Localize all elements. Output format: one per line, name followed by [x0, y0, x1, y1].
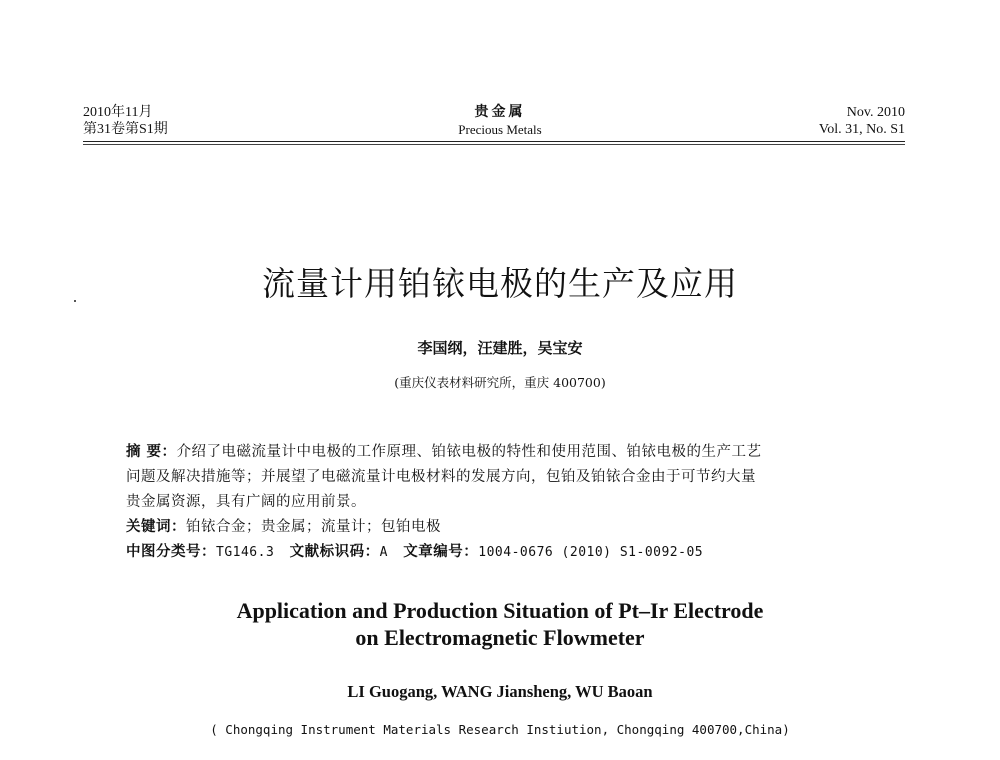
- keywords-label: 关键词：: [126, 519, 186, 535]
- authors-en: LI Guogang, WANG Jiansheng, WU Baoan: [347, 682, 653, 701]
- clc-value: TG146.3: [216, 545, 275, 560]
- keywords-line: [126, 515, 900, 540]
- paper-title-cn: 流量计用铂铱电极的生产及应用: [262, 264, 738, 303]
- header-left: [83, 104, 168, 138]
- header-volume-issue: 第31卷第S1期: [83, 122, 168, 137]
- abstract-text-2: 问题及解决措施等；并展望了电磁流量计电极材料的发展方向，包铂及铂铱合金由于可节约大量: [126, 469, 756, 485]
- header-journal: [420, 104, 580, 138]
- header-volume-en: Vol. 31, No. S1: [818, 122, 905, 137]
- header-right: [819, 104, 905, 138]
- header-journal-cn: 贵金属: [474, 104, 526, 120]
- abstract-text-3: 贵金属资源，具有广阔的应用前景。: [126, 494, 366, 510]
- paper-title-en-line-2: on Electromagnetic Flowmeter: [355, 625, 645, 650]
- doc-code-label: 文献标识码：: [289, 544, 380, 560]
- abstract-text-1: 介绍了电磁流量计中电极的工作原理、铂铱电极的特性和使用范围、铂铱电极的生产工艺: [176, 444, 762, 460]
- header-issue-date: 2010年11月: [83, 105, 153, 120]
- paper-title-en-line-1: Application and Production Situation of Pt–Ir Electrode: [236, 598, 764, 623]
- affiliation-cn: (重庆仪表材料研究所，重庆 400700): [394, 375, 606, 390]
- abstract-block: [126, 440, 900, 565]
- header-rule-thin: [83, 144, 905, 145]
- abstract-label: 摘 要：: [126, 444, 177, 460]
- abstract-line-1: [126, 440, 900, 465]
- doc-code-value: A: [379, 545, 388, 560]
- affiliation-en: ( Chongqing Instrument Materials Research Instiution, Chongqing 400700,China): [210, 722, 790, 737]
- header-rule: [83, 141, 905, 142]
- clc-label: 中图分类号：: [126, 544, 216, 560]
- classification-line: [126, 540, 900, 565]
- authors-cn: 李国纲，汪建胜，吴宝安: [417, 339, 583, 357]
- article-number-label: 文章编号：: [403, 544, 479, 560]
- paper-title-en: [0, 597, 1000, 651]
- header-journal-en: Precious Metals: [458, 122, 542, 137]
- header-date-en: Nov. 2010: [846, 105, 905, 120]
- keywords-text: 铂铱合金；贵金属；流量计；包铂电极: [186, 519, 441, 535]
- article-number-value: 1004-0676 (2010) S1-0092-05: [478, 545, 704, 560]
